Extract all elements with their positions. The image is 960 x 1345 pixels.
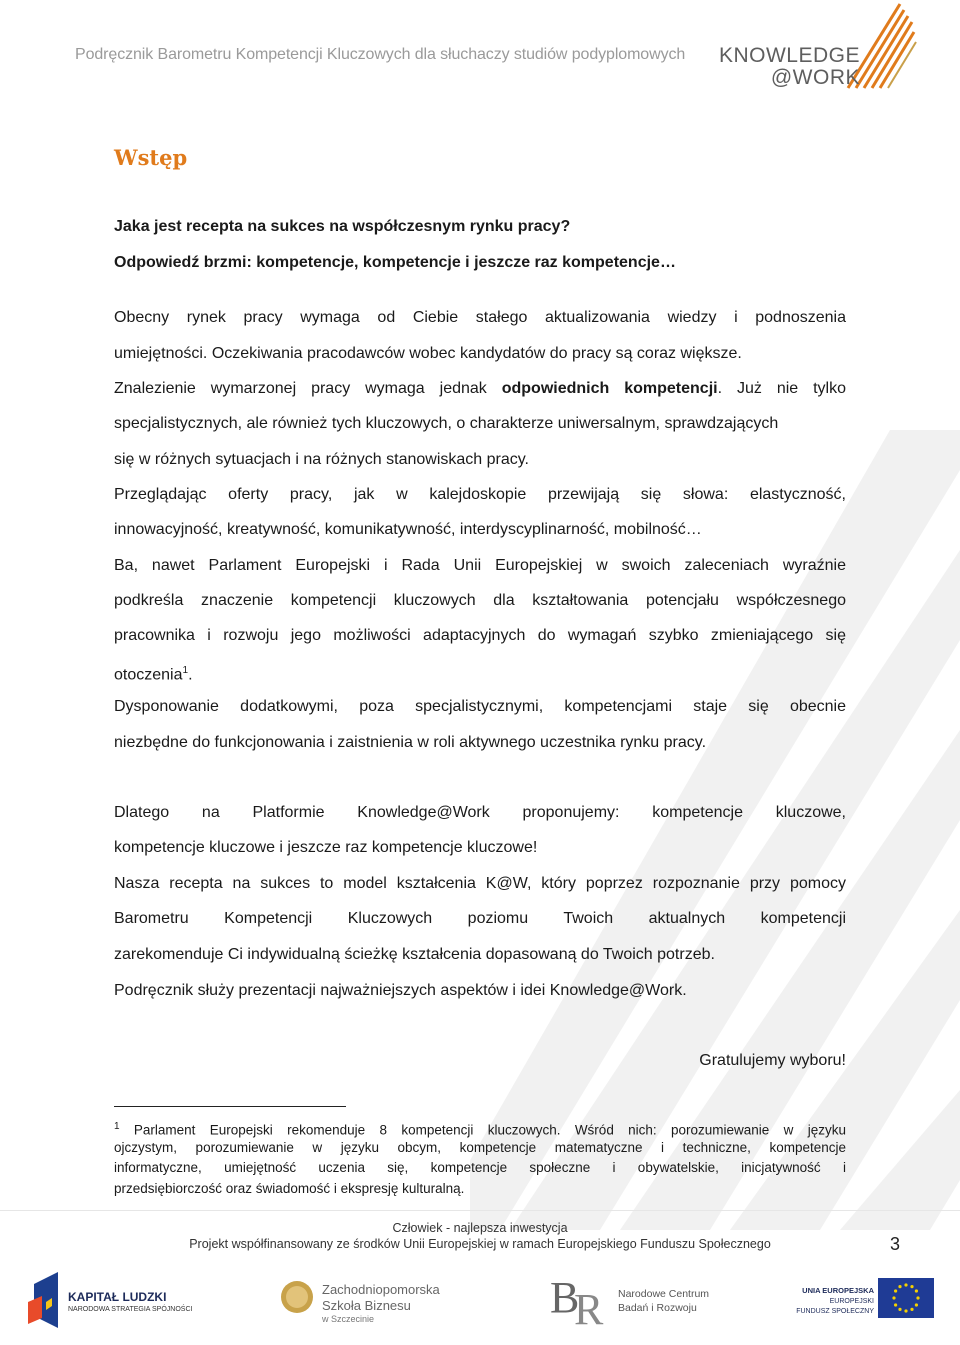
footnote-line-1-text: Parlament Europejski rekomenduje 8 kompetencji kluczowych. Wśród nich: porozumiewanie w języku [133, 1122, 846, 1138]
paragraph-1-line-2: umiejętności. Oczekiwania pracodawców wobec kandydatów do pracy są coraz większe. [114, 345, 742, 362]
footnote-line-2: ojczystym, porozumiewanie w języku obcym, kompetencje matematyczne i techniczne, kompetencje [114, 1140, 846, 1155]
paragraph-3-line-2: podkreśla znaczenie kompetencji kluczowych dla kształtowania potencjału współczesnego [114, 592, 846, 609]
paragraph-1-line-3 [114, 379, 846, 399]
paragraph-2-line-1: Przeglądając oferty pracy, jak w kalejdoskopie przewijają się słowa: elastyczność, [114, 486, 846, 503]
paragraph-3-line-3: pracownika i rozwoju jego możliwości adaptacyjnych do wymagań szybko zmieniającego się [114, 627, 846, 644]
zsb-line-1: Zachodniopomorska [322, 1282, 440, 1297]
paragraph-1-line-4: specjalistycznych, ale również tych kluczowych, o charakterze uniwersalnym, sprawdzających [114, 415, 779, 432]
ncbr-line-2: Badań i Rozwoju [618, 1302, 697, 1314]
paragraph-6-line-1: Nasza recepta na sukces to model kształcenia K@W, który poprzez rozpoznanie przy pomocy [114, 875, 846, 892]
paragraph-3-line-4-text: otoczenia [114, 666, 183, 684]
eu-logo [790, 1268, 940, 1332]
paragraph-4-line-2: niezbędne do funkcjonowania i zaistnienia w roli aktywnego uczestnika rynku pracy. [114, 734, 707, 751]
footer-funding-note: Projekt współfinansowany ze środków Unii Europejskiej w ramach Europejskiego Funduszu Społecznego [189, 1237, 771, 1251]
background-stripes [470, 430, 960, 1230]
paragraph-1-line-3-a: Znalezienie wymarzonej pracy wymaga jednak [114, 380, 502, 397]
paragraph-1-line-3-c: . Już nie tylko [717, 380, 847, 397]
zsb-emblem-icon [280, 1280, 314, 1314]
eu-line-3: FUNDUSZ SPOŁECZNY [796, 1308, 874, 1315]
page-number: 3 [889, 1234, 900, 1254]
footnote-mark: 1 [114, 1121, 120, 1132]
zsb-line-2: Szkoła Biznesu [322, 1298, 411, 1313]
paragraph-5-line-2: kompetencje kluczowe i jeszcze raz kompetencje kluczowe! [114, 839, 538, 856]
svg-text:B: B [550, 1273, 580, 1322]
footnote-line-3: informatyczne, umiejętność uczenia się, kompetencje społeczne i obywatelskie, inicjatywność i [114, 1160, 846, 1175]
footnote-line-1 [114, 1118, 846, 1140]
paragraph-1-line-1: Obecny rynek pracy wymaga od Ciebie stałego aktualizowania wiedzy i podnoszenia [114, 309, 846, 326]
closing-congratulations: Gratulujemy wyboru! [699, 1052, 846, 1069]
footnote-reference[interactable]: 1 [182, 665, 189, 676]
zsb-line-3: w Szczecinie [322, 1314, 375, 1324]
paragraph-6-line-4: Podręcznik służy prezentacji najważniejszych aspektów i idei Knowledge@Work. [114, 982, 687, 999]
paragraph-4-line-1: Dysponowanie dodatkowymi, poza specjalistycznymi, kompetencjami staje się obecnie [114, 698, 846, 715]
paragraph-3-line-1: Ba, nawet Parlament Europejski i Rada Unii Europejskiej w swoich zaleceniach wyraźnie [114, 557, 846, 574]
page-title: Wstęp [114, 145, 188, 170]
footer-separator [0, 1210, 960, 1211]
logo-text-work: @WORK [770, 66, 860, 89]
paragraph-2-line-2: innowacyjność, kreatywność, komunikatywność, interdyscyplinarność, mobilność… [114, 521, 702, 538]
footnote-line-4: przedsiębiorczość oraz świadomość i ekspresję kulturalną. [114, 1181, 465, 1196]
emphasis-key-competencies: odpowiednich kompetencji [501, 380, 718, 397]
eu-flag-icon [878, 1278, 934, 1318]
paragraph-6-line-3: zarekomenduje Ci indywidualną ścieżkę kształcenia dopasowaną do Twoich potrzeb. [114, 946, 715, 963]
kapital-ludzki-title: KAPITAŁ LUDZKI [68, 1290, 167, 1304]
paragraph-6-line-2: Barometru Kompetencji Kluczowych poziomu Twoich aktualnych kompetencji [114, 910, 846, 927]
zsb-logo [280, 1268, 470, 1332]
lead-question: Jaka jest recepta na sukces na współczesnym rynku pracy? [114, 218, 571, 235]
kapital-ludzki-logo [28, 1268, 198, 1332]
eu-line-2: EUROPEJSKI [829, 1298, 874, 1305]
paragraph-5-line-1: Dlatego na Platformie Knowledge@Work proponujemy: kompetencje kluczowe, [114, 804, 846, 821]
footer-slogan: Człowiek - najlepsza inwestycja [392, 1221, 568, 1235]
ncbr-logo [548, 1268, 728, 1332]
kapital-ludzki-emblem-icon [28, 1272, 64, 1328]
running-header: Podręcznik Barometru Kompetencji Kluczowych dla słuchaczy studiów podyplomowych [75, 46, 686, 63]
ncbr-emblem-icon [548, 1268, 608, 1330]
paragraph-1-line-5: się w różnych sytuacjach i na różnych stanowiskach pracy. [114, 451, 529, 468]
ncbr-line-1: Narodowe Centrum [618, 1288, 710, 1300]
lead-answer: Odpowiedź brzmi: kompetencje, kompetencje i jeszcze raz kompetencje… [114, 254, 676, 271]
paragraph-3-line-4-end: . [188, 666, 193, 684]
footnote-separator [114, 1106, 346, 1107]
eu-line-1: UNIA EUROPEJSKA [802, 1286, 874, 1295]
svg-text:R: R [574, 1285, 604, 1330]
paragraph-3-line-4 [114, 661, 846, 685]
kapital-ludzki-subtitle: NARODOWA STRATEGIA SPÓJNOŚCI [68, 1306, 193, 1313]
logo-text-knowledge: KNOWLEDGE [718, 44, 860, 67]
